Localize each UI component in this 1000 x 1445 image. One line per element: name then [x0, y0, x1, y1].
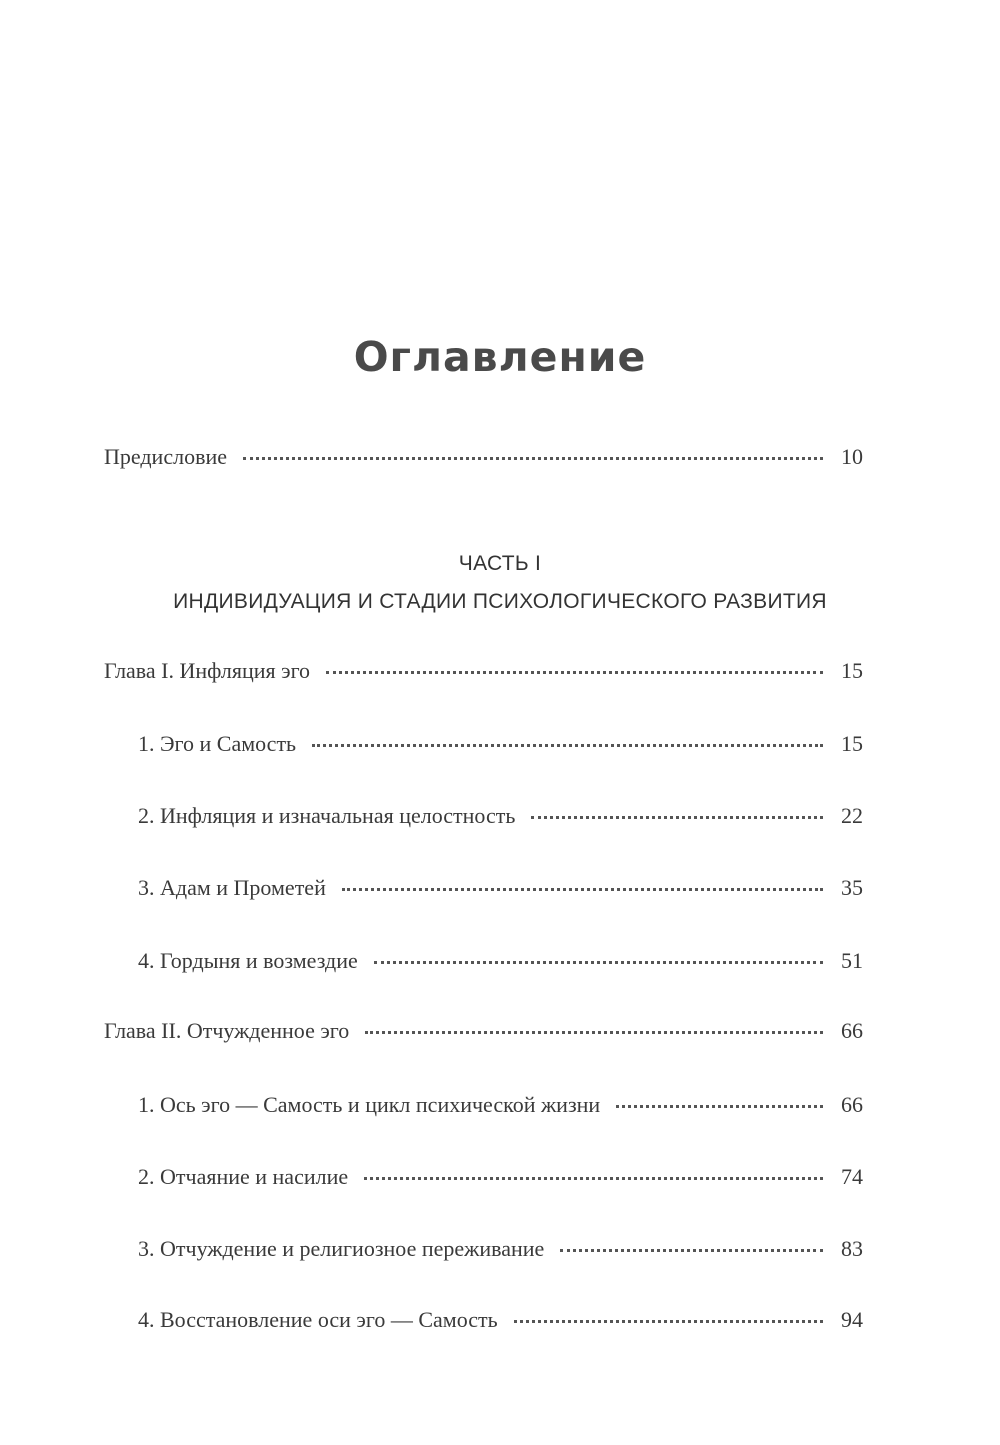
part-number: ЧАСТЬ I	[458, 552, 542, 575]
dot-leader	[342, 888, 823, 891]
toc-entry-label: Глава II. Отчужденное эго	[104, 1018, 350, 1043]
dot-leader	[514, 1320, 823, 1323]
toc-entry-label: 2. Инфляция и изначальная целостность	[138, 803, 516, 828]
toc-entry-page: 22	[841, 803, 863, 828]
toc-entry-page: 35	[841, 875, 863, 900]
toc-entry-page: 66	[841, 1092, 863, 1117]
toc-entry-page: 83	[841, 1236, 863, 1261]
dot-leader	[374, 961, 823, 964]
toc-entry-section[interactable]	[138, 1307, 863, 1337]
toc-entry-chapter[interactable]	[104, 658, 863, 688]
dot-leader	[364, 1177, 823, 1180]
toc-entry-section[interactable]	[138, 1092, 863, 1122]
toc-entry-label: 3. Адам и Прометей	[138, 875, 326, 900]
toc-entry-section[interactable]	[138, 948, 863, 978]
toc-entry-page: 10	[841, 444, 863, 469]
page-title: Оглавление	[353, 333, 647, 381]
dot-leader	[616, 1105, 823, 1108]
toc-entry-label: Предисловие	[104, 444, 227, 469]
dot-leader	[560, 1249, 823, 1252]
toc-entry-page: 51	[841, 948, 863, 973]
toc-entry-label: 4. Гордыня и возмездие	[138, 948, 358, 973]
dot-leader	[243, 457, 823, 460]
toc-entry-page: 94	[841, 1307, 863, 1332]
toc-entry-label: 1. Эго и Самость	[138, 731, 297, 756]
toc-entry-label: 1. Ось эго — Самость и цикл психической жизни	[138, 1092, 601, 1117]
dot-leader	[312, 744, 823, 747]
toc-entry-page: 74	[841, 1164, 863, 1189]
toc-entry-chapter[interactable]	[104, 1018, 863, 1048]
toc-entry-page: 15	[841, 658, 863, 683]
part-title: ИНДИВИДУАЦИЯ И СТАДИИ ПСИХОЛОГИЧЕСКОГО РАЗВИТИЯ	[173, 590, 827, 613]
toc-entry-section[interactable]	[138, 1236, 863, 1266]
dot-leader	[365, 1031, 823, 1034]
toc-entry-page: 66	[841, 1018, 863, 1043]
toc-entry-section[interactable]	[138, 731, 863, 761]
toc-entry-section[interactable]	[138, 803, 863, 833]
toc-entry-preface[interactable]	[104, 444, 863, 474]
toc-entry-label: 4. Восстановление оси эго — Самость	[138, 1307, 498, 1332]
dot-leader	[531, 816, 823, 819]
toc-entry-label: 3. Отчуждение и религиозное переживание	[138, 1236, 545, 1261]
toc-entry-section[interactable]	[138, 1164, 863, 1194]
toc-entry-label: 2. Отчаяние и насилие	[138, 1164, 349, 1189]
toc-entry-label: Глава I. Инфляция эго	[104, 658, 311, 683]
toc-entry-section[interactable]	[138, 875, 863, 905]
dot-leader	[326, 671, 823, 674]
toc-entry-page: 15	[841, 731, 863, 756]
